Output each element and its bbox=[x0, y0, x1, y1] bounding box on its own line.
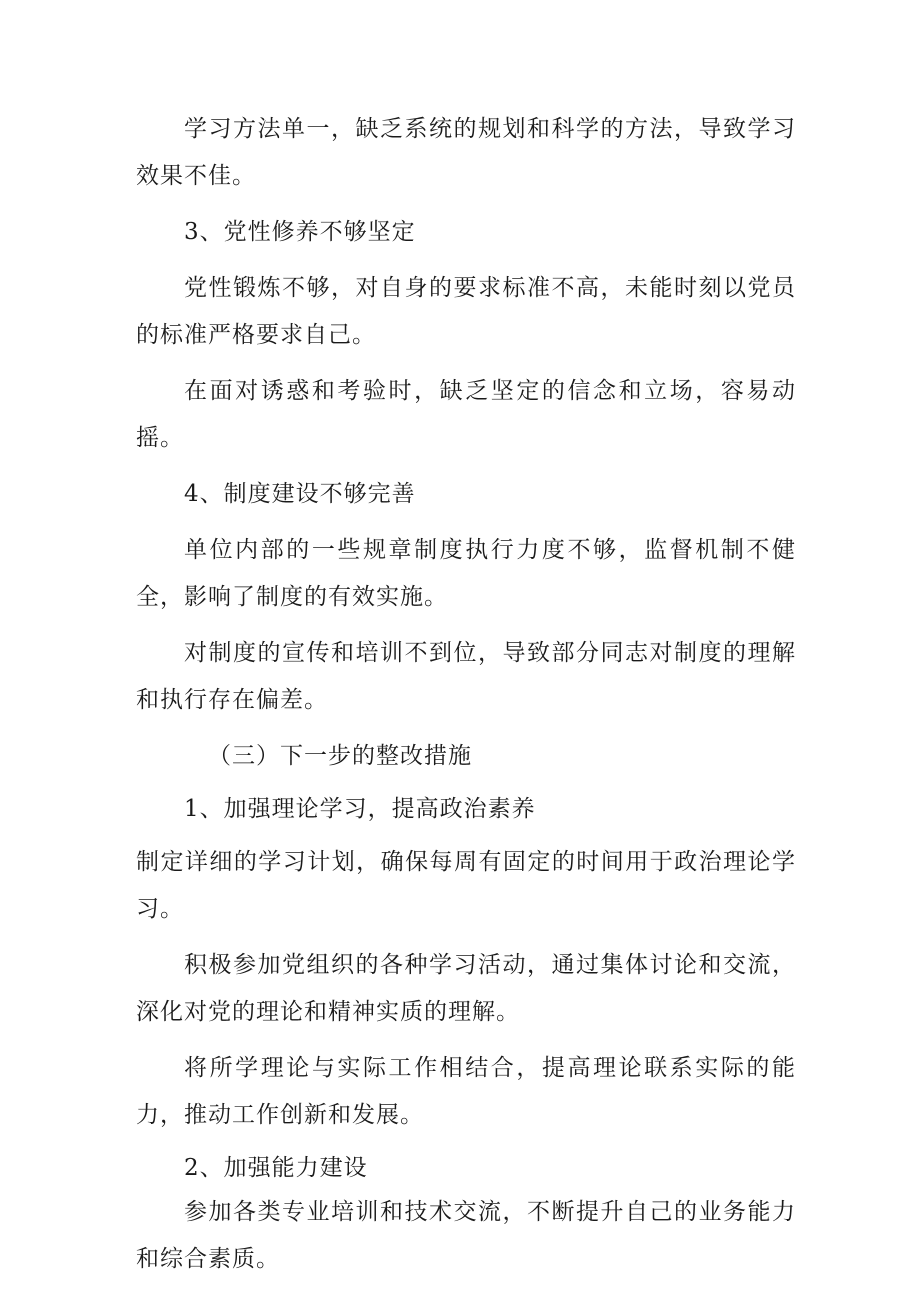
paragraph-rules-publicity: 对制度的宣传和培训不到位，导致部分同志对制度的理解和执行存在偏差。 bbox=[136, 640, 796, 713]
heading-theory-study: 1、加强理论学习，提高政治素养 bbox=[184, 796, 536, 822]
paragraph-theory-practice: 将所学理论与实际工作相结合，提高理论联系实际的能力，推动工作创新和发展。 bbox=[136, 1055, 796, 1128]
paragraph-professional-training: 参加各类专业培训和技术交流，不断提升自己的业务能力和综合素质。 bbox=[136, 1199, 796, 1272]
heading-capability-building: 2、加强能力建设 bbox=[184, 1155, 368, 1181]
paragraph-learning-method: 学习方法单一，缺乏系统的规划和科学的方法，导致学习效果不佳。 bbox=[136, 116, 796, 189]
paragraph-group-activities: 积极参加党组织的各种学习活动，通过集体讨论和交流，深化对党的理论和精神实质的理解。 bbox=[136, 952, 796, 1025]
paragraph-study-plan: 制定详细的学习计划，确保每周有固定的时间用于政治理论学习。 bbox=[136, 849, 796, 922]
paragraph-rules-enforcement: 单位内部的一些规章制度执行力度不够，监督机制不健全，影响了制度的有效实施。 bbox=[136, 537, 796, 610]
heading-party-spirit: 3、党性修养不够坚定 bbox=[184, 219, 416, 245]
heading-system-building: 4、制度建设不够完善 bbox=[184, 481, 416, 507]
paragraph-party-training: 党性锻炼不够，对自身的要求标准不高，未能时刻以党员的标准严格要求自己。 bbox=[136, 275, 796, 348]
section-heading-next-steps: （三）下一步的整改措施 bbox=[208, 743, 472, 769]
document-body bbox=[136, 106, 796, 1283]
paragraph-temptation: 在面对诱惑和考验时，缺乏坚定的信念和立场，容易动摇。 bbox=[136, 378, 796, 451]
